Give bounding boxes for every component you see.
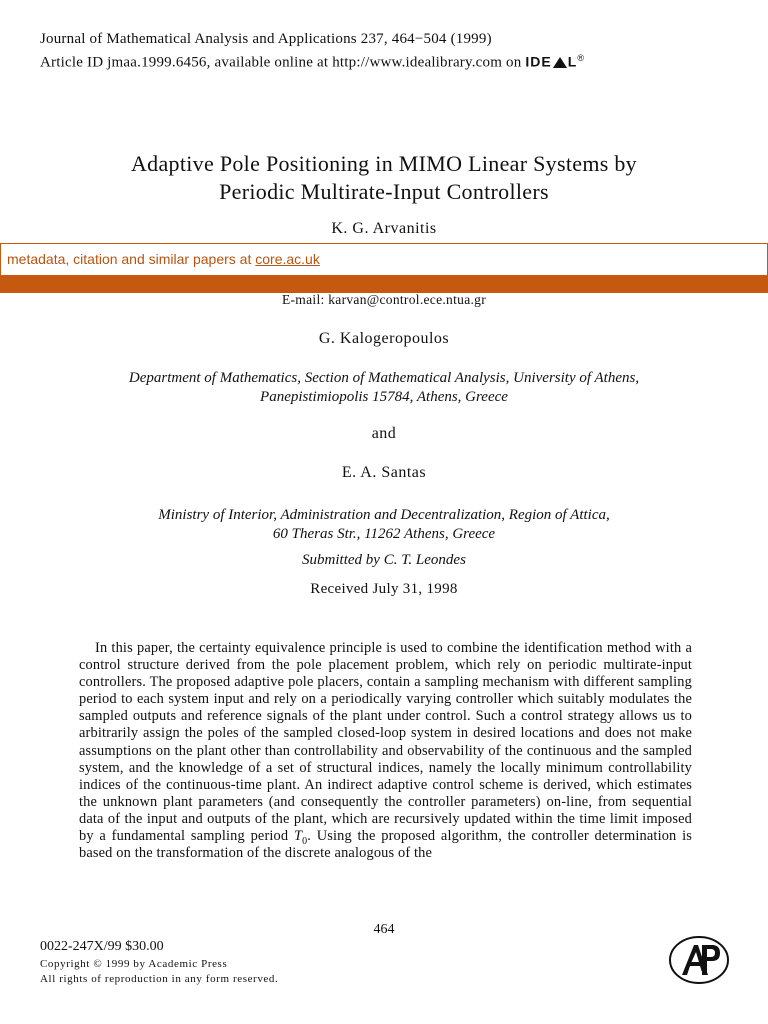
affiliation-2 [0, 369, 768, 407]
submitted-by: Submitted by C. T. Leondes [302, 552, 466, 568]
journal-header [40, 30, 585, 73]
issn-price: 0022-247X/99 $30.00 [40, 939, 164, 954]
rights-line: All rights of reproduction in any form reserved. [40, 973, 279, 985]
abstract-subscript: 0 [302, 835, 308, 847]
affiliation-2-line-2: Panepistimiopolis 15784, Athens, Greece [260, 389, 508, 405]
core-banner-text [7, 251, 320, 267]
title-line-1: Adaptive Pole Positioning in MIMO Linear Systems by [130, 151, 637, 176]
footer [40, 937, 278, 987]
core-banner-bar [0, 275, 768, 293]
affiliation-3 [0, 506, 768, 544]
ideal-logo-left: IDE [525, 53, 552, 70]
abstract-symbol: T [293, 828, 303, 845]
affiliation-3-line-2: 60 Theras Str., 11262 Athens, Greece [272, 526, 496, 542]
abstract-text-part-2: . Using the proposed algorithm, the controller determination is based on the transformation of the discrete analogous of the [79, 828, 693, 862]
abstract [79, 640, 692, 862]
author-2: G. Kalogeropoulos [318, 330, 450, 347]
copyright-line: Copyright © 1999 by Academic Press [40, 958, 228, 970]
article-id-text[interactable]: Article ID jmaa.1999.6456, available online at http://www.idealibrary.com on [40, 54, 522, 71]
ideal-arrow-icon [553, 57, 567, 68]
journal-citation: Journal of Mathematical Analysis and Applications 237, 464−504 (1999) [40, 31, 492, 47]
abstract-text-part-1: In this paper, the certainty equivalence principle is used to combine the identification method with a control structure derived from the pole placement problem, which rely on periodic multirate-input controllers. The proposed adaptive pole placers, contain a sampling mechanism with different sampling period to each system input and rely on a periodically varying controller which suitably modulates the sampled outputs and reference signals of the plant under control. Such a control strategy allows us to arbitrarily assign the poles of the sampled closed-loop system in desired locations and does not make assumptions on the plant other than controllability and observability of the continuous and the sampled system, and the knowledge of a set of structural indices, namely the locally minimum controllability indices of the continuous-time plant. An indirect adaptive control scheme is derived, which estimates the unknown plant parameters (and consequently the controller parameters) on-line, from sequential data of the input and outputs of the plant, which are recursively updated within the time limit imposed by a fundamental sampling period [79, 640, 692, 845]
title-line-2: Periodic Multirate-Input Controllers [219, 179, 549, 204]
ideal-logo-right: L [567, 53, 578, 70]
affiliation-3-line-1: Ministry of Interior, Administration and Decentralization, Region of Attica, [158, 507, 610, 523]
academic-press-logo-icon [668, 935, 730, 985]
and-separator: and [371, 425, 397, 442]
author-1: K. G. Arvanitis [331, 220, 437, 237]
article-id-line [40, 49, 585, 73]
ideal-logo [525, 49, 585, 72]
paper-title [0, 150, 768, 206]
author-3: E. A. Santas [341, 464, 427, 481]
core-link[interactable]: core.ac.uk [255, 251, 320, 267]
core-banner-label: metadata, citation and similar papers at [7, 251, 252, 267]
registered-mark: ® [577, 53, 585, 63]
core-banner [0, 243, 768, 276]
affiliation-2-line-1: Department of Mathematics, Section of Mathematical Analysis, University of Athens, [128, 370, 640, 386]
received-date: Received July 31, 1998 [310, 581, 458, 597]
author-email[interactable]: E-mail: karvan@control.ece.ntua.gr [281, 292, 487, 307]
page-number: 464 [373, 922, 395, 937]
